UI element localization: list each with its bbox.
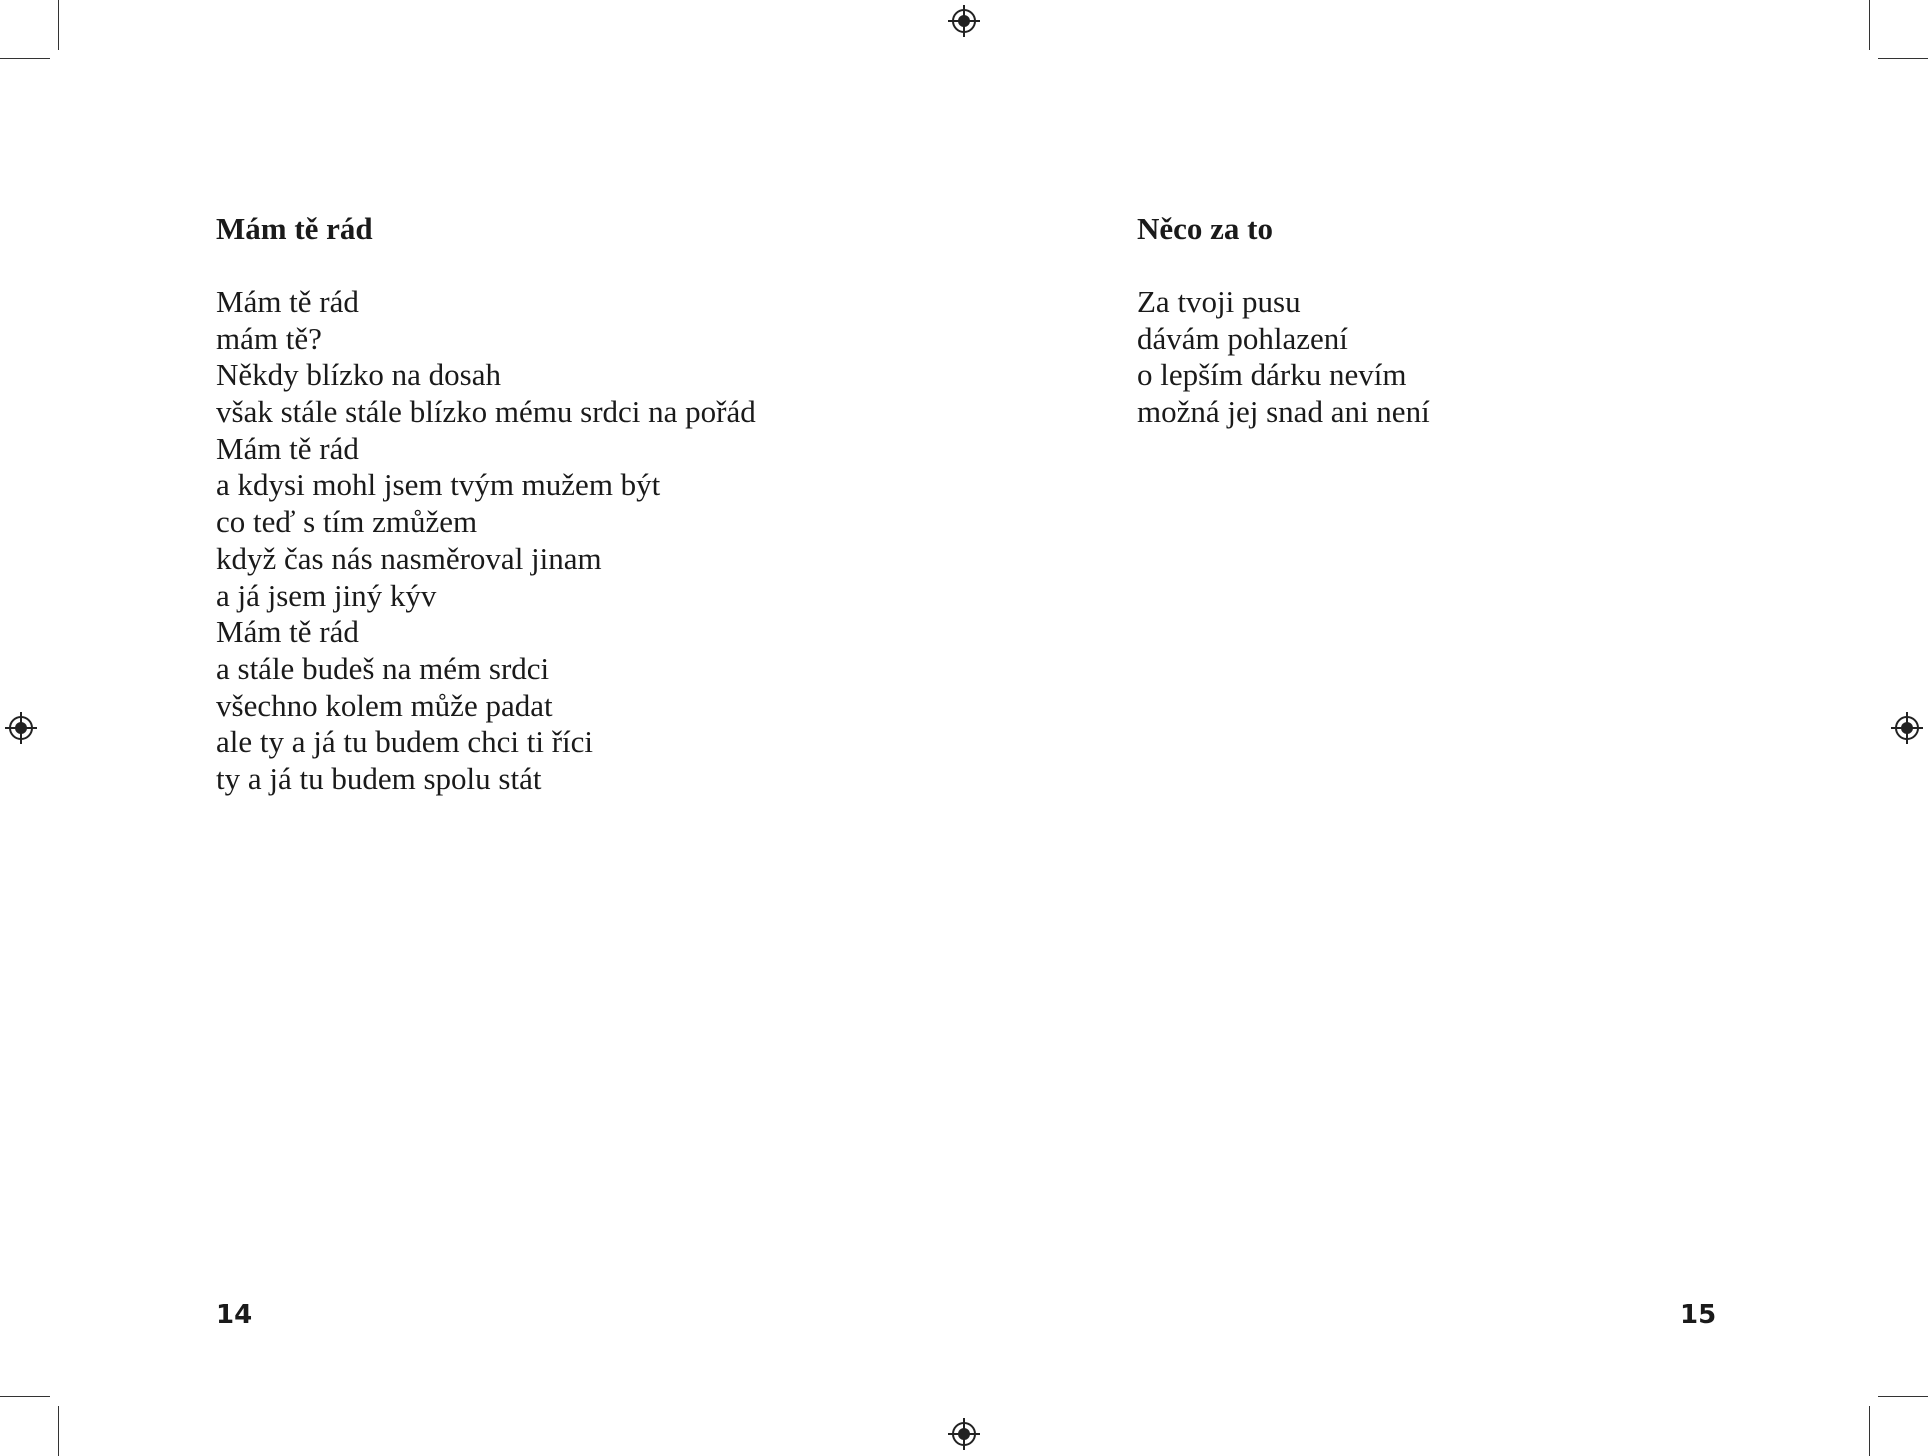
poem-line: a stále budeš na mém srdci xyxy=(216,650,550,686)
poem-line: Mám tě rád xyxy=(216,430,359,466)
poem-line: a kdysi mohl jsem tvým mužem být xyxy=(216,467,661,503)
poem-line: Mám tě rád xyxy=(216,284,359,319)
poem-title: Mám tě rád xyxy=(216,211,373,246)
right-page xyxy=(964,0,1928,1456)
poem-line: možná jej snad ani není xyxy=(1137,394,1430,430)
poem-line: všechno kolem může padat xyxy=(216,687,553,723)
poem-line: ale ty a já tu budem chci ti říci xyxy=(216,724,594,760)
poem-title: Něco za to xyxy=(1137,211,1273,246)
poem-body xyxy=(216,284,756,798)
poem-body xyxy=(1137,284,1430,431)
poem-line: Mám tě rád xyxy=(216,614,359,650)
poem-line: o lepším dárku nevím xyxy=(1137,357,1407,393)
poem-line: co teď s tím zmůžem xyxy=(216,504,478,540)
poem-line: Někdy blízko na dosah xyxy=(216,357,501,393)
poem-line: ty a já tu budem spolu stát xyxy=(216,760,542,796)
poem-line: když čas nás nasměroval jinam xyxy=(216,540,602,576)
page-number: 14 xyxy=(216,1300,253,1330)
poem-line: však stále stále blízko mému srdci na pořád xyxy=(216,394,756,430)
poem-line: a já jsem jiný kýv xyxy=(216,577,437,613)
page-number: 15 xyxy=(1680,1300,1717,1330)
poem-line: Za tvoji pusu xyxy=(1137,284,1301,319)
poem-line: mám tě? xyxy=(216,320,322,356)
poem-line: dávám pohlazení xyxy=(1137,320,1348,356)
